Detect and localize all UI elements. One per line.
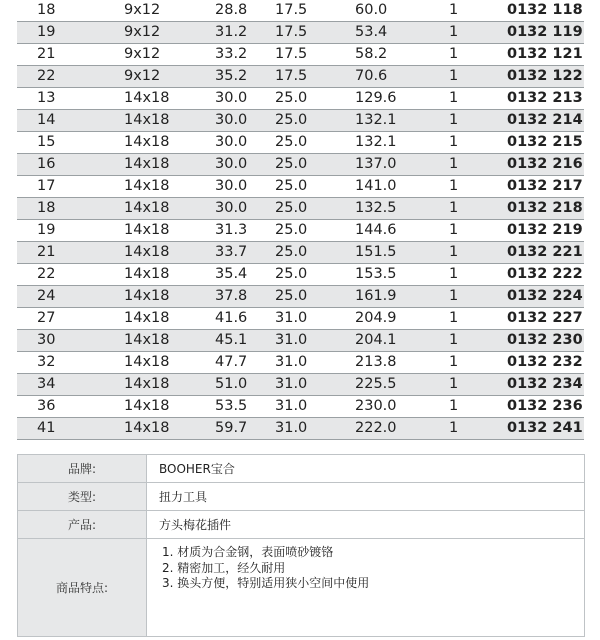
cell-weight: 204.9	[355, 308, 449, 330]
cell-qty: 1	[449, 132, 507, 154]
product-value: 方头梅花插件	[159, 518, 232, 532]
table-row	[17, 66, 584, 88]
cell-drive: 14x18	[80, 352, 200, 374]
cell-length: 33.7	[200, 242, 275, 264]
cell-length: 47.7	[200, 352, 275, 374]
cell-width: 25.0	[275, 286, 355, 308]
cell-qty: 1	[449, 374, 507, 396]
table-row	[17, 44, 584, 66]
table-row	[17, 352, 584, 374]
cell-qty: 1	[449, 330, 507, 352]
cell-size: 22	[17, 66, 80, 88]
cell-order-code: 0132 221	[507, 242, 584, 264]
cell-qty: 1	[449, 352, 507, 374]
cell-size: 17	[17, 176, 80, 198]
cell-qty: 1	[449, 418, 507, 440]
info-row-features	[18, 539, 584, 636]
cell-weight: 58.2	[355, 44, 449, 66]
cell-weight: 230.0	[355, 396, 449, 418]
cell-length: 33.2	[200, 44, 275, 66]
cell-width: 31.0	[275, 308, 355, 330]
cell-length: 51.0	[200, 374, 275, 396]
cell-weight: 129.6	[355, 88, 449, 110]
cell-weight: 132.1	[355, 110, 449, 132]
table-row	[17, 418, 584, 440]
cell-drive: 9x12	[80, 44, 200, 66]
cell-length: 53.5	[200, 396, 275, 418]
table-row	[17, 220, 584, 242]
cell-weight: 213.8	[355, 352, 449, 374]
cell-drive: 14x18	[80, 154, 200, 176]
cell-drive: 14x18	[80, 286, 200, 308]
cell-qty: 1	[449, 396, 507, 418]
cell-length: 30.0	[200, 88, 275, 110]
table-row	[17, 0, 584, 22]
cell-weight: 141.0	[355, 176, 449, 198]
cell-size: 15	[17, 132, 80, 154]
cell-length: 35.2	[200, 66, 275, 88]
cell-weight: 137.0	[355, 154, 449, 176]
cell-drive: 14x18	[80, 220, 200, 242]
cell-order-code: 0132 214	[507, 110, 584, 132]
cell-weight: 225.5	[355, 374, 449, 396]
cell-weight: 132.1	[355, 132, 449, 154]
cell-drive: 14x18	[80, 374, 200, 396]
cell-length: 31.3	[200, 220, 275, 242]
cell-length: 59.7	[200, 418, 275, 440]
cell-length: 30.0	[200, 132, 275, 154]
cell-width: 25.0	[275, 176, 355, 198]
cell-order-code: 0132 230	[507, 330, 584, 352]
product-info-panel	[17, 454, 585, 637]
spec-table-body	[17, 0, 584, 440]
cell-drive: 14x18	[80, 110, 200, 132]
cell-size: 19	[17, 22, 80, 44]
feature-item: 3. 换头方便，特别适用狭小空间中使用	[162, 576, 370, 590]
cell-length: 31.2	[200, 22, 275, 44]
cell-width: 31.0	[275, 352, 355, 374]
cell-length: 30.0	[200, 154, 275, 176]
cell-drive: 14x18	[80, 176, 200, 198]
cell-order-code: 0132 121	[507, 44, 584, 66]
cell-width: 25.0	[275, 264, 355, 286]
cell-size: 16	[17, 154, 80, 176]
cell-order-code: 0132 234	[507, 374, 584, 396]
cell-width: 17.5	[275, 66, 355, 88]
cell-size: 34	[17, 374, 80, 396]
cell-length: 30.0	[200, 176, 275, 198]
table-row	[17, 132, 584, 154]
cell-weight: 222.0	[355, 418, 449, 440]
cell-width: 31.0	[275, 396, 355, 418]
cell-size: 19	[17, 220, 80, 242]
cell-weight: 132.5	[355, 198, 449, 220]
cell-drive: 14x18	[80, 308, 200, 330]
cell-drive: 9x12	[80, 0, 200, 22]
cell-size: 30	[17, 330, 80, 352]
cell-qty: 1	[449, 176, 507, 198]
type-value: 扭力工具	[159, 490, 208, 504]
feature-item: 1. 材质为合金钢，表面喷砂镀铬	[162, 545, 334, 559]
spec-table	[17, 0, 584, 440]
cell-weight: 53.4	[355, 22, 449, 44]
cell-length: 37.8	[200, 286, 275, 308]
cell-width: 25.0	[275, 110, 355, 132]
cell-width: 31.0	[275, 374, 355, 396]
cell-width: 25.0	[275, 88, 355, 110]
cell-qty: 1	[449, 44, 507, 66]
table-row	[17, 154, 584, 176]
features-label: 商品特点:	[18, 539, 147, 636]
cell-size: 21	[17, 44, 80, 66]
cell-size: 14	[17, 110, 80, 132]
cell-order-code: 0132 241	[507, 418, 584, 440]
info-row-type	[18, 483, 584, 511]
cell-width: 31.0	[275, 330, 355, 352]
table-row	[17, 396, 584, 418]
cell-length: 30.0	[200, 198, 275, 220]
cell-weight: 70.6	[355, 66, 449, 88]
table-row	[17, 22, 584, 44]
cell-qty: 1	[449, 88, 507, 110]
cell-qty: 1	[449, 286, 507, 308]
cell-size: 18	[17, 198, 80, 220]
cell-width: 17.5	[275, 22, 355, 44]
cell-length: 41.6	[200, 308, 275, 330]
cell-order-code: 0132 215	[507, 132, 584, 154]
product-label: 产品:	[18, 511, 147, 538]
cell-qty: 1	[449, 220, 507, 242]
cell-qty: 1	[449, 110, 507, 132]
table-row	[17, 242, 584, 264]
cell-size: 22	[17, 264, 80, 286]
cell-size: 32	[17, 352, 80, 374]
cell-drive: 14x18	[80, 330, 200, 352]
cell-order-code: 0132 217	[507, 176, 584, 198]
cell-width: 25.0	[275, 132, 355, 154]
table-row	[17, 374, 584, 396]
cell-order-code: 0132 216	[507, 154, 584, 176]
cell-size: 36	[17, 396, 80, 418]
cell-weight: 161.9	[355, 286, 449, 308]
cell-order-code: 0132 236	[507, 396, 584, 418]
cell-size: 18	[17, 0, 80, 22]
info-row-brand	[18, 455, 584, 483]
cell-qty: 1	[449, 198, 507, 220]
cell-drive: 14x18	[80, 132, 200, 154]
cell-length: 35.4	[200, 264, 275, 286]
table-row	[17, 330, 584, 352]
table-row	[17, 308, 584, 330]
cell-qty: 1	[449, 0, 507, 22]
cell-size: 24	[17, 286, 80, 308]
cell-order-code: 0132 232	[507, 352, 584, 374]
cell-width: 17.5	[275, 44, 355, 66]
cell-size: 27	[17, 308, 80, 330]
cell-drive: 14x18	[80, 418, 200, 440]
cell-length: 30.0	[200, 110, 275, 132]
cell-weight: 60.0	[355, 0, 449, 22]
cell-size: 41	[17, 418, 80, 440]
feature-item: 2. 精密加工，经久耐用	[162, 560, 286, 575]
cell-order-code: 0132 219	[507, 220, 584, 242]
brand-value: BOOHER宝合	[159, 462, 235, 476]
info-row-product	[18, 511, 584, 539]
cell-order-code: 0132 118	[507, 0, 584, 22]
features-list	[162, 545, 369, 592]
cell-weight: 144.6	[355, 220, 449, 242]
cell-width: 17.5	[275, 0, 355, 22]
cell-qty: 1	[449, 308, 507, 330]
cell-weight: 151.5	[355, 242, 449, 264]
cell-width: 25.0	[275, 242, 355, 264]
cell-qty: 1	[449, 66, 507, 88]
cell-width: 25.0	[275, 154, 355, 176]
table-row	[17, 176, 584, 198]
cell-drive: 14x18	[80, 242, 200, 264]
table-row	[17, 198, 584, 220]
cell-drive: 14x18	[80, 88, 200, 110]
cell-order-code: 0132 218	[507, 198, 584, 220]
brand-label: 品牌:	[18, 455, 147, 482]
table-row	[17, 286, 584, 308]
cell-drive: 14x18	[80, 396, 200, 418]
cell-weight: 153.5	[355, 264, 449, 286]
cell-width: 25.0	[275, 198, 355, 220]
table-row	[17, 88, 584, 110]
cell-length: 28.8	[200, 0, 275, 22]
cell-weight: 204.1	[355, 330, 449, 352]
table-row	[17, 264, 584, 286]
cell-width: 31.0	[275, 418, 355, 440]
cell-length: 45.1	[200, 330, 275, 352]
cell-qty: 1	[449, 264, 507, 286]
table-row	[17, 110, 584, 132]
cell-drive: 9x12	[80, 22, 200, 44]
cell-size: 13	[17, 88, 80, 110]
cell-order-code: 0132 213	[507, 88, 584, 110]
cell-drive: 9x12	[80, 66, 200, 88]
cell-order-code: 0132 227	[507, 308, 584, 330]
cell-drive: 14x18	[80, 264, 200, 286]
cell-order-code: 0132 119	[507, 22, 584, 44]
cell-qty: 1	[449, 154, 507, 176]
cell-order-code: 0132 222	[507, 264, 584, 286]
type-label: 类型:	[18, 483, 147, 510]
cell-drive: 14x18	[80, 198, 200, 220]
cell-qty: 1	[449, 242, 507, 264]
cell-qty: 1	[449, 22, 507, 44]
cell-order-code: 0132 122	[507, 66, 584, 88]
cell-order-code: 0132 224	[507, 286, 584, 308]
cell-size: 21	[17, 242, 80, 264]
cell-width: 25.0	[275, 220, 355, 242]
